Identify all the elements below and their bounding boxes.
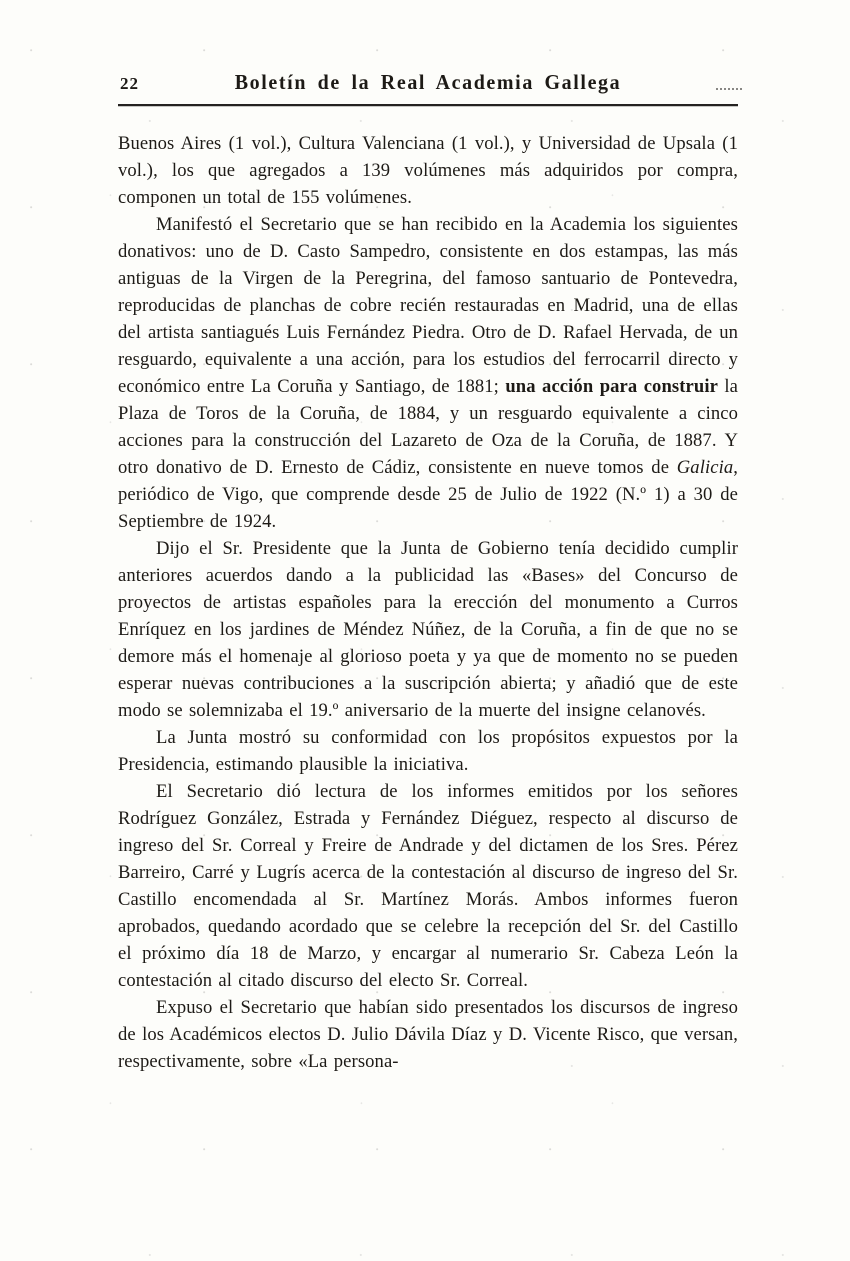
paragraph-informes bbox=[118, 778, 738, 994]
paragraph-text-italic: Galicia bbox=[676, 457, 734, 478]
header-rule bbox=[118, 104, 738, 106]
paragraph-concurso bbox=[118, 535, 738, 724]
paragraph-text: La Junta mostró su conformidad con los propósitos expuestos por la Presidencia, estimando plausible la iniciativa. bbox=[118, 727, 738, 775]
paragraph-text: Manifestó el Secretario que se han recibido en la Academia los siguientes donativos: uno de D. Casto Sampedro, consistente en dos estampas, las más antiguas de la Virgen de la Peregrina, del famoso santuario de Pontevedra, reproducidas de planchas de cobre recién restauradas en Madrid, una de ellas del artista santiagués Luis Fernández Piedra. Otro de D. Rafael Hervada, de un resguardo, equivalente a una acción, para los estudios del ferrocarril directo y económico entre La Coruña y Santiago, de 1881; bbox=[118, 214, 738, 397]
paragraph-text: , periódico de Vigo, que comprende desde 25 de Julio de 1922 (N.º 1) a 30 de Septiembre de 1924. bbox=[118, 457, 738, 532]
paragraph-text: la Plaza de Toros de la Coruña, de 1884, y un resguardo equivalente a cinco acciones para la construcción del Lazareto de Oza de la Coruña, de 1887. Y otro donativo de D. Ernesto de Cádiz, consistente en nueve tomos de bbox=[118, 376, 738, 478]
paragraph-text: Expuso el Secretario que habían sido presentados los discursos de ingreso de los Académicos electos D. Julio Dávila Díaz y D. Vicente Risco, que versan, respectivamente, sobre «La persona- bbox=[118, 997, 738, 1072]
paragraph-conformidad bbox=[118, 724, 738, 778]
journal-title: Boletín de la Real Academia Gallega bbox=[234, 71, 622, 95]
paragraph-donativos bbox=[118, 211, 738, 535]
paragraph-text: Buenos Aires (1 vol.), Cultura Valenciana (1 vol.), y Universidad de Upsala (1 vol.), los que agregados a 139 volúmenes más adquiridos por compra, componen un total de 155 volúmenes. bbox=[118, 133, 738, 208]
paragraph-text-bold: una acción para construir bbox=[505, 376, 718, 397]
page-body bbox=[118, 130, 738, 1075]
page-number: 22 bbox=[120, 74, 139, 93]
running-header bbox=[118, 72, 738, 98]
text-block bbox=[118, 72, 738, 1075]
paragraph-continuation bbox=[118, 130, 738, 211]
scan-artifact-dash bbox=[716, 88, 742, 90]
paragraph-text: El Secretario dió lectura de los informes emitidos por los señores Rodríguez González, Estrada y Fernández Diéguez, respecto al discurso de ingreso del Sr. Correal y Freire de Andrade y del dictamen de los Sres. Pérez Barreiro, Carré y Lugrís acerca de la contestación al discurso de ingreso del Sr. Castillo encomendada al Sr. Martínez Morás. Ambos informes fueron aprobados, quedando acordado que se celebre la recepción del Sr. del Castillo el próximo día 18 de Marzo, y encargar al numerario Sr. Cabeza León la contestación al citado discurso del electo Sr. Correal. bbox=[118, 781, 738, 991]
paragraph-discursos bbox=[118, 994, 738, 1075]
paragraph-text: Dijo el Sr. Presidente que la Junta de Gobierno tenía decidido cumplir anteriores acuerdos dando a la publicidad las «Bases» del Concurso de proyectos de artistas españoles para la erección del monumento a Curros Enríquez en los jardines de Méndez Núñez, de la Coruña, a fin de que no se demore más el homenaje al glorioso poeta y ya que de momento no se pueden esperar nuevas contribuciones a la suscripción abierta; y añadió que de este modo se solemnizaba el 19.º aniversario de la muerte del insigne celanovés. bbox=[118, 538, 738, 721]
